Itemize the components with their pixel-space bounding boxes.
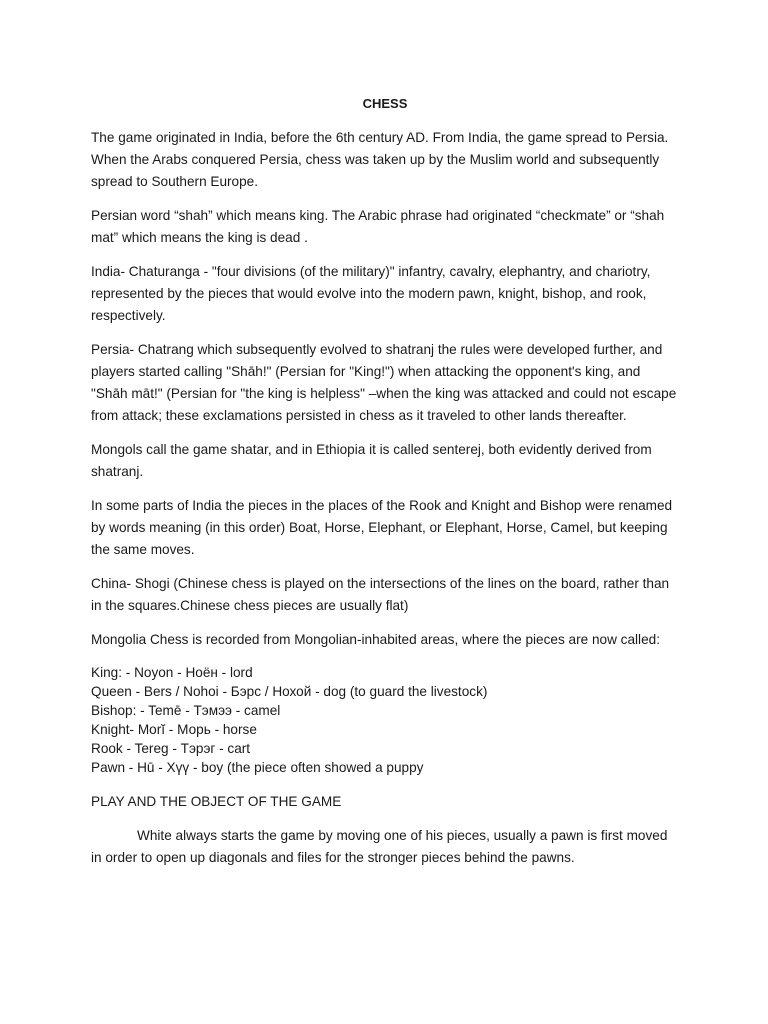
document-title: CHESS bbox=[362, 96, 408, 111]
list-item: Rook - Tereg - Тэрэг - cart bbox=[91, 741, 251, 756]
list-item: Pawn - Hū - Хүү - boy (the piece often showed a puppy bbox=[91, 760, 424, 775]
list-item: Bishop: - Temē - Тэмээ - camel bbox=[91, 703, 281, 718]
paragraph-origin: The game originated in India, before the 6th century AD. From India, the game spread to Persia. When the Arabs conquered Persia, chess was taken up by the Muslim world and subsequently spread to Southern Europe. bbox=[91, 130, 669, 189]
list-item: King: - Noyon - Ноён - lord bbox=[91, 665, 253, 680]
paragraph-mongols: Mongols call the game shatar, and in Ethiopia it is called senterej, both evidently derived from shatranj. bbox=[91, 442, 652, 479]
paragraph-mongolia: Mongolia Chess is recorded from Mongolian-inhabited areas, where the pieces are now called: bbox=[91, 632, 660, 647]
paragraph-shah: Persian word “shah” which means king. The Arabic phrase had originated “checkmate” or “shah mat” which means the king is dead . bbox=[91, 208, 665, 245]
list-item: Queen - Bers / Nohoi - Бэрс / Нохой - dog (to guard the livestock) bbox=[91, 684, 488, 699]
paragraph-china: China- Shogi (Chinese chess is played on the intersections of the lines on the board, rather than in the squares.Chinese chess pieces are usually flat) bbox=[91, 576, 670, 613]
paragraph-india: India- Chaturanga - "four divisions (of the military)" infantry, cavalry, elephantry, and chariotry, represented by the pieces that would evolve into the modern pawn, knight, bishop, and rook, respectively. bbox=[91, 264, 651, 323]
paragraph-india-pieces: In some parts of India the pieces in the places of the Rook and Knight and Bishop were renamed by words meaning (in this order) Boat, Horse, Elephant, or Elephant, Horse, Camel, but keeping the same moves. bbox=[91, 498, 673, 557]
section-heading: PLAY AND THE OBJECT OF THE GAME bbox=[91, 794, 342, 809]
paragraph-play: White always starts the game by moving one of his pieces, usually a pawn is first moved in order to open up diagonals and files for the stronger pieces behind the pawns. bbox=[91, 828, 668, 865]
piece-names-list bbox=[91, 663, 679, 777]
document-body bbox=[91, 93, 679, 881]
list-item: Knight- Morĭ - Морь - horse bbox=[91, 722, 257, 737]
paragraph-persia: Persia- Chatrang which subsequently evolved to shatranj the rules were developed further, and players started calling "Shāh!" (Persian for "King!") when attacking the opponent's king, and "Shāh māt!" (Persian for "the king is helpless" –when the king was attacked and could not escape from attack; these exclamations persisted in chess as it traveled to other lands thereafter. bbox=[91, 342, 677, 423]
